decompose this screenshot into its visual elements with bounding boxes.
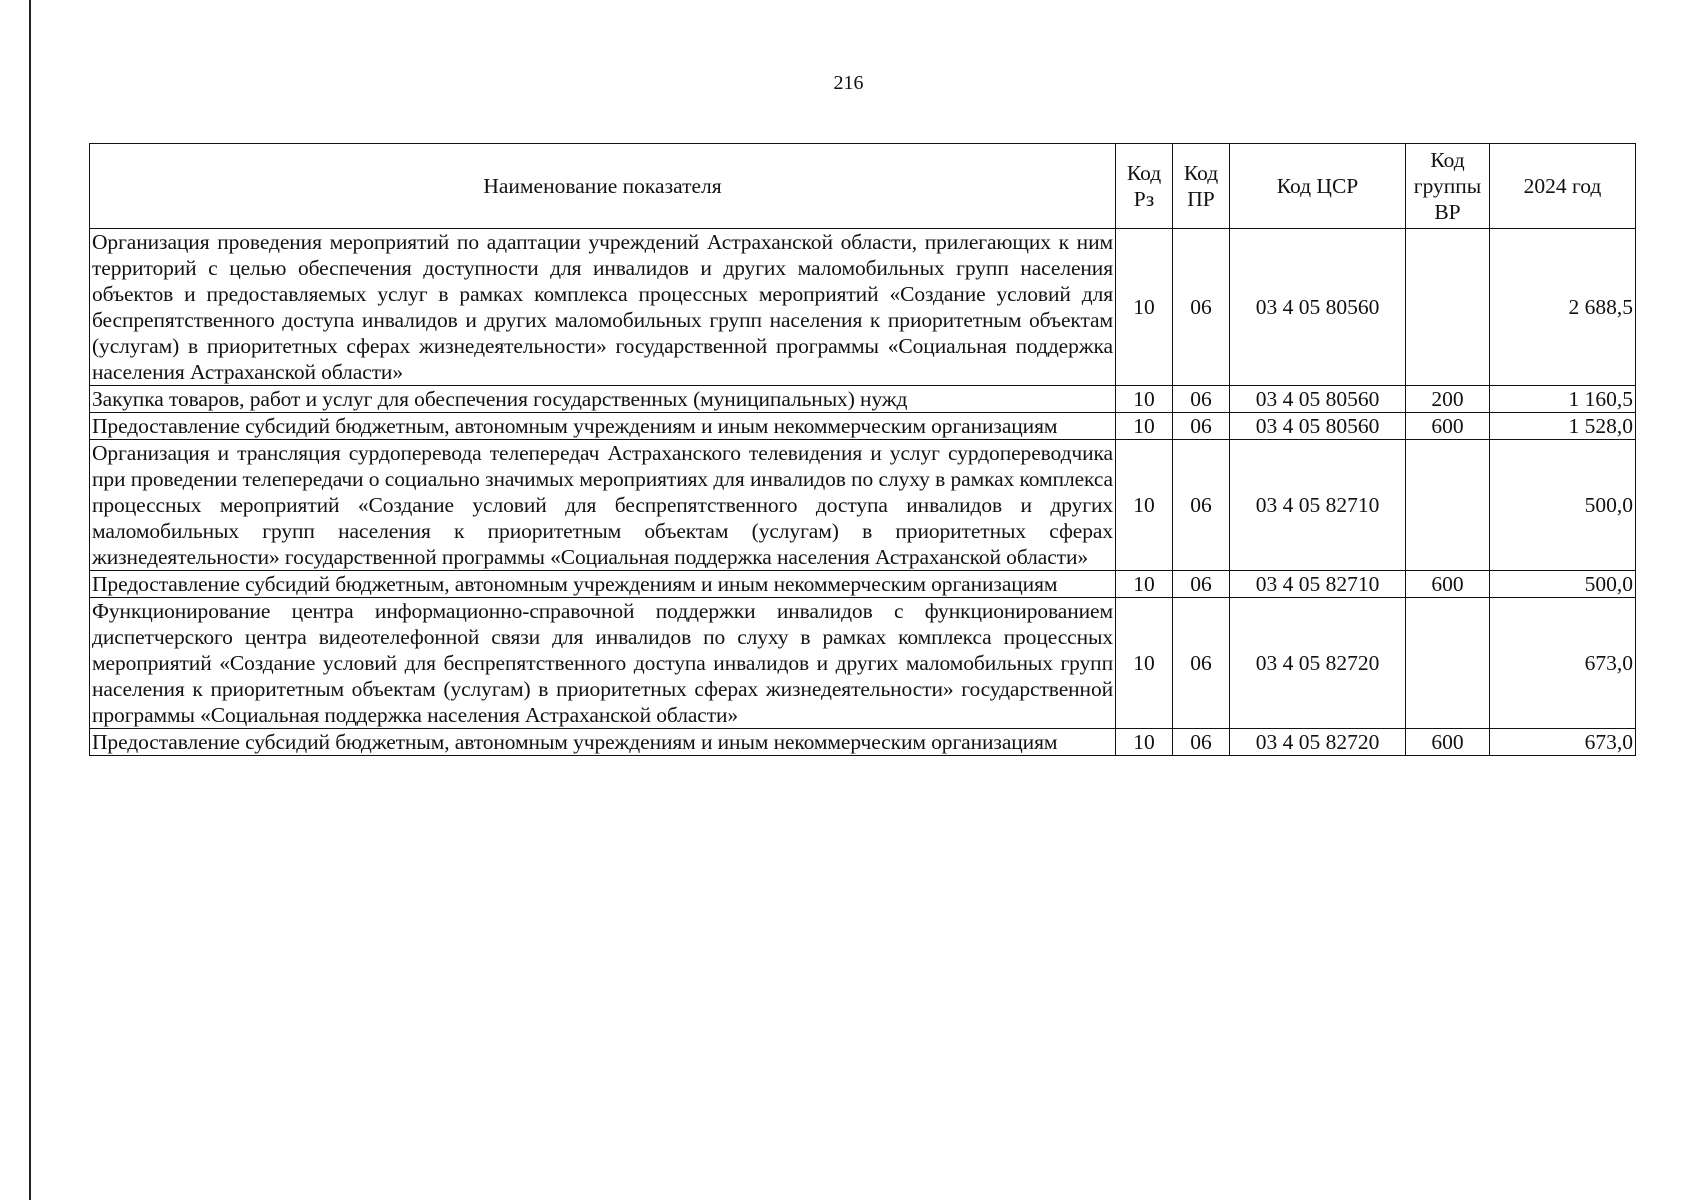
- row-name: Функционирование центра информационно-справочной поддержки инвалидов с функционированием диспетчерского центра видеотелефонной связи для инвалидов по слуху в рамках комплекса процессных мероприятий «Создание условий для беспрепятственного доступа инвалидов и других маломобильных групп населения к приоритетным объектам (услугам) в приоритетных сферах жизнедеятельности» государственной программы «Социальная поддержка населения Астраханской области»: [90, 598, 1116, 729]
- page-number: 216: [833, 72, 864, 94]
- row-name: Предоставление субсидий бюджетным, автономным учреждениям и иным некоммерческим организациям: [90, 571, 1116, 598]
- row-rz: 10: [1116, 571, 1173, 598]
- row-amount: 1 160,5: [1490, 386, 1636, 413]
- row-csr: 03 4 05 82710: [1230, 440, 1406, 571]
- row-vr: 600: [1406, 729, 1490, 756]
- row-amount: 673,0: [1490, 598, 1636, 729]
- row-vr: 200: [1406, 386, 1490, 413]
- row-csr: 03 4 05 80560: [1230, 413, 1406, 440]
- row-pr: 06: [1173, 729, 1230, 756]
- header-csr: Код ЦСР: [1230, 144, 1406, 229]
- row-pr: 06: [1173, 440, 1230, 571]
- table-row: [90, 413, 1636, 440]
- row-name: Предоставление субсидий бюджетным, автономным учреждениям и иным некоммерческим организациям: [90, 729, 1116, 756]
- table-header-row: [90, 144, 1636, 229]
- header-pr: Код ПР: [1173, 144, 1230, 229]
- row-amount: 1 528,0: [1490, 413, 1636, 440]
- row-csr: 03 4 05 82710: [1230, 571, 1406, 598]
- row-vr: [1406, 440, 1490, 571]
- row-name: Предоставление субсидий бюджетным, автономным учреждениям и иным некоммерческим организациям: [90, 413, 1116, 440]
- row-name: Закупка товаров, работ и услуг для обеспечения государственных (муниципальных) нужд: [90, 386, 1116, 413]
- row-name: Организация и трансляция сурдоперевода телепередач Астраханского телевидения и услуг сурдопереводчика при проведении телепередачи о социально значимых мероприятиях для инвалидов по слуху в рамках комплекса процессных мероприятий «Создание условий для беспрепятственного доступа инвалидов и других маломобильных групп населения к приоритетным объектам (услугам) в приоритетных сферах жизнедеятельности» государственной программы «Социальная поддержка населения Астраханской области»: [90, 440, 1116, 571]
- table-row: [90, 729, 1636, 756]
- table-row: [90, 440, 1636, 571]
- row-pr: 06: [1173, 598, 1230, 729]
- row-pr: 06: [1173, 571, 1230, 598]
- table-row: [90, 571, 1636, 598]
- table-row: [90, 229, 1636, 386]
- row-vr: [1406, 598, 1490, 729]
- header-name: Наименование показателя: [90, 144, 1116, 229]
- scan-left-edge-line: [29, 0, 31, 1200]
- table-row: [90, 386, 1636, 413]
- header-rz: Код Рз: [1116, 144, 1173, 229]
- row-amount: 500,0: [1490, 571, 1636, 598]
- row-csr: 03 4 05 82720: [1230, 729, 1406, 756]
- row-rz: 10: [1116, 729, 1173, 756]
- row-pr: 06: [1173, 229, 1230, 386]
- row-pr: 06: [1173, 413, 1230, 440]
- row-vr: 600: [1406, 413, 1490, 440]
- row-amount: 673,0: [1490, 729, 1636, 756]
- row-rz: 10: [1116, 229, 1173, 386]
- row-rz: 10: [1116, 598, 1173, 729]
- row-csr: 03 4 05 80560: [1230, 386, 1406, 413]
- row-amount: 500,0: [1490, 440, 1636, 571]
- table-row: [90, 598, 1636, 729]
- row-amount: 2 688,5: [1490, 229, 1636, 386]
- row-rz: 10: [1116, 386, 1173, 413]
- row-csr: 03 4 05 80560: [1230, 229, 1406, 386]
- row-name: Организация проведения мероприятий по адаптации учреждений Астраханской области, прилегающих к ним территорий с целью обеспечения доступности для инвалидов и других маломобильных групп населения объектов и предоставляемых услуг в рамках комплекса процессных мероприятий «Создание условий для беспрепятственного доступа инвалидов и других маломобильных групп населения к приоритетным объектам (услугам) в приоритетных сферах жизнедеятельности» государственной программы «Социальная поддержка населения Астраханской области»: [90, 229, 1116, 386]
- row-vr: [1406, 229, 1490, 386]
- row-csr: 03 4 05 82720: [1230, 598, 1406, 729]
- row-rz: 10: [1116, 413, 1173, 440]
- header-vr: Код группы ВР: [1406, 144, 1490, 229]
- header-year: 2024 год: [1490, 144, 1636, 229]
- row-vr: 600: [1406, 571, 1490, 598]
- row-rz: 10: [1116, 440, 1173, 571]
- row-pr: 06: [1173, 386, 1230, 413]
- budget-table: [89, 143, 1636, 756]
